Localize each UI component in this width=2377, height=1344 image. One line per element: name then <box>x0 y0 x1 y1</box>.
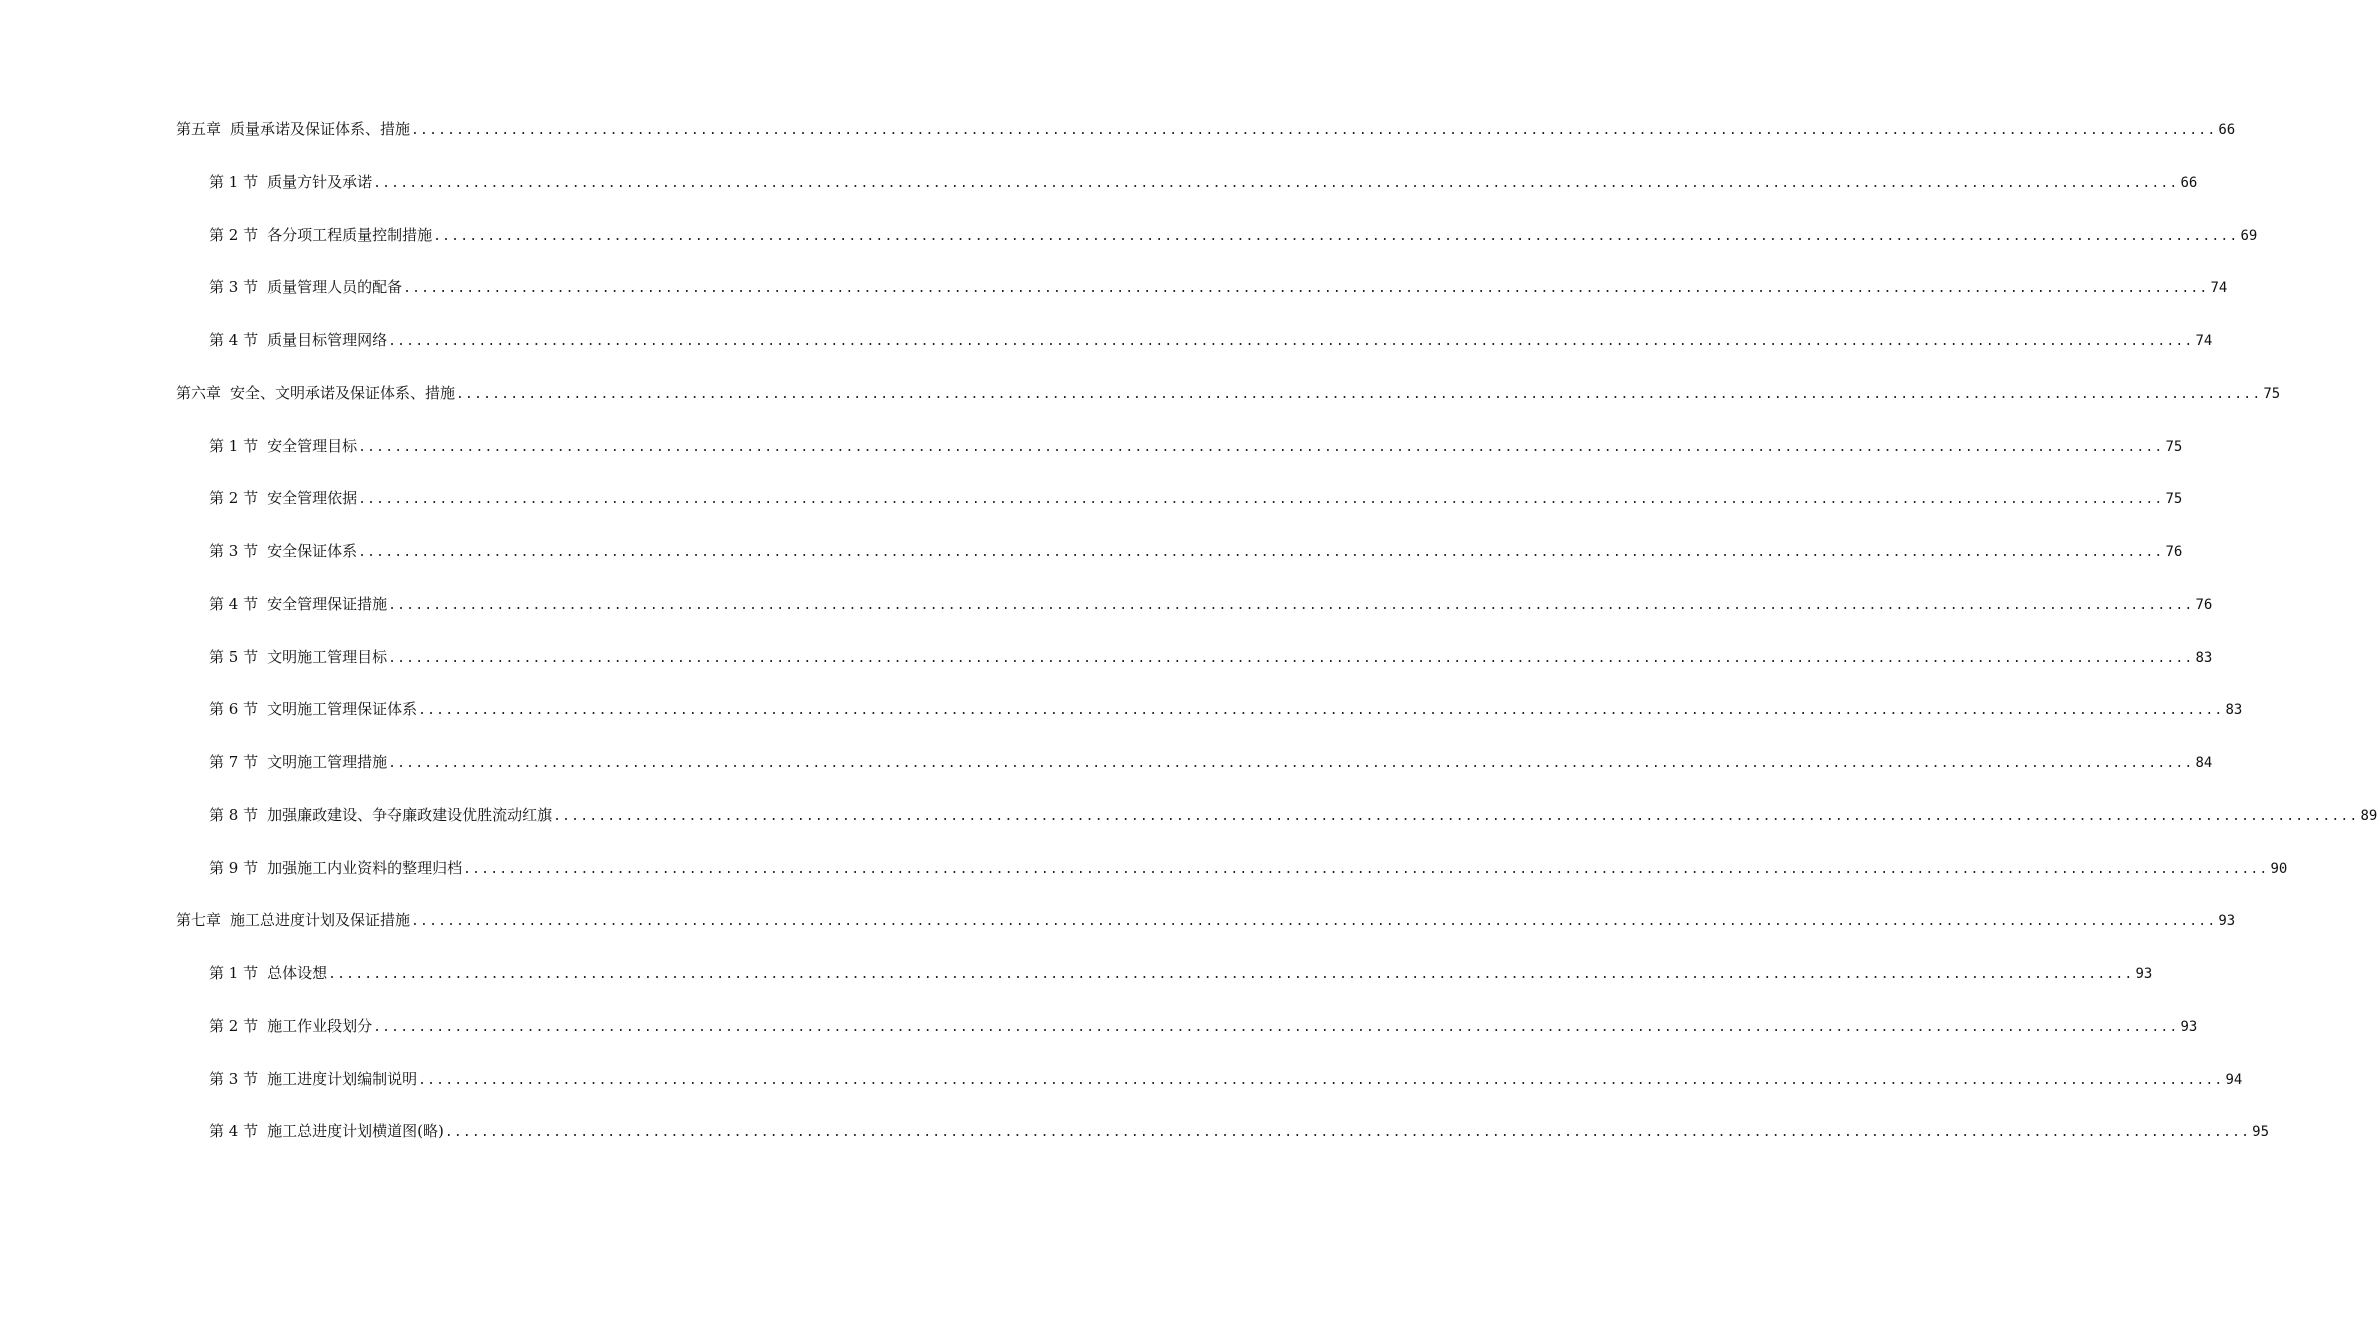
toc-entry-label <box>209 752 387 772</box>
dot-leader: ........................................................................................................................................................................................................ <box>456 386 2262 402</box>
toc-entry-number: 第 9 节 <box>209 858 259 877</box>
toc-entry-title: 质量目标管理网络 <box>267 331 388 349</box>
toc-entry-page: 90 <box>2270 860 2288 877</box>
toc-entry-number: 第 4 节 <box>209 331 259 349</box>
toc-entry-page: 66 <box>2218 122 2236 138</box>
toc-entry[interactable] <box>176 805 2377 858</box>
toc-entry-page: 94 <box>2225 1071 2243 1088</box>
toc-entry-label <box>209 594 387 614</box>
toc-entry-title: 施工总进度计划及保证措施 <box>230 911 411 930</box>
dot-leader: ........................................................................................................................................................................................................ <box>418 1072 2224 1088</box>
toc-entry-title: 质量承诺及保证体系、措施 <box>230 120 411 138</box>
toc-entry-page: 75 <box>2165 438 2183 455</box>
toc-entry-page: 75 <box>2263 385 2281 402</box>
toc-entry-title: 加强廉政建设、争夺廉政建设优胜流动红旗 <box>267 805 553 824</box>
toc-entry-number: 第 5 节 <box>209 647 259 666</box>
toc-entry-number: 第 3 节 <box>209 542 259 560</box>
toc-entry-title: 各分项工程质量控制措施 <box>267 225 433 244</box>
toc-entry-number: 第 7 节 <box>209 753 259 771</box>
toc-entry-title: 施工总进度计划横道图(略) <box>267 1122 444 1141</box>
toc-entry-label <box>209 436 357 456</box>
table-of-contents <box>176 119 2377 1174</box>
toc-entry-label <box>209 277 402 297</box>
toc-entry-title: 文明施工管理目标 <box>267 647 388 666</box>
dot-leader: ........................................................................................................................................................................................................ <box>373 175 2179 191</box>
toc-entry[interactable] <box>176 330 2213 383</box>
toc-entry[interactable] <box>176 119 2236 172</box>
toc-entry-number: 第 1 节 <box>209 964 259 982</box>
toc-entry-number: 第六章 <box>176 383 222 402</box>
toc-entry-label <box>176 910 410 930</box>
toc-entry[interactable] <box>176 436 2183 489</box>
toc-entry-title: 加强施工内业资料的整理归档 <box>267 858 463 877</box>
toc-entry-label <box>209 963 327 983</box>
toc-entry[interactable] <box>176 910 2236 963</box>
dot-leader: ........................................................................................................................................................................................................ <box>411 123 2217 138</box>
toc-entry-page: 76 <box>2165 544 2183 560</box>
toc-entry-label <box>209 225 432 245</box>
toc-entry-label <box>209 1016 372 1036</box>
dot-leader: ........................................................................................................................................................................................................ <box>433 228 2239 244</box>
toc-entry-label <box>209 858 462 878</box>
dot-leader: ........................................................................................................................................................................................................ <box>373 1019 2179 1035</box>
toc-entry-page: 93 <box>2135 966 2153 982</box>
toc-entry-title: 安全管理目标 <box>267 436 358 455</box>
toc-entry[interactable] <box>176 1121 2270 1174</box>
toc-entry[interactable] <box>176 277 2228 330</box>
toc-entry[interactable] <box>176 225 2258 278</box>
toc-entry-page: 83 <box>2195 649 2213 666</box>
dot-leader: ........................................................................................................................................................................................................ <box>418 703 2224 719</box>
toc-entry-page: 76 <box>2195 596 2213 613</box>
toc-entry-number: 第 4 节 <box>209 594 259 613</box>
toc-entry-number: 第 2 节 <box>209 1016 259 1035</box>
dot-leader: ........................................................................................................................................................................................................ <box>358 492 2164 508</box>
dot-leader: ........................................................................................................................................................................................................ <box>553 808 2359 824</box>
toc-entry-number: 第 6 节 <box>209 700 259 719</box>
dot-leader: ........................................................................................................................................................................................................ <box>388 650 2194 666</box>
dot-leader: ........................................................................................................................................................................................................ <box>411 914 2217 930</box>
toc-entry-title: 文明施工管理措施 <box>267 753 388 771</box>
toc-entry[interactable] <box>176 488 2183 541</box>
toc-entry-title: 文明施工管理保证体系 <box>267 700 418 719</box>
toc-entry-label <box>209 172 372 192</box>
toc-entry-label <box>209 488 357 508</box>
toc-entry-label <box>209 805 552 825</box>
toc-entry-title: 施工进度计划编制说明 <box>267 1069 418 1088</box>
toc-entry-title: 质量管理人员的配备 <box>267 278 403 297</box>
toc-entry-label <box>209 541 357 561</box>
toc-entry[interactable] <box>176 699 2243 752</box>
toc-entry-number: 第 1 节 <box>209 172 259 191</box>
toc-entry[interactable] <box>176 752 2213 805</box>
toc-entry-title: 安全保证体系 <box>267 542 358 560</box>
toc-entry-number: 第 2 节 <box>209 225 259 244</box>
dot-leader: ........................................................................................................................................................................................................ <box>328 967 2134 982</box>
toc-entry-label <box>209 1069 417 1089</box>
dot-leader: ........................................................................................................................................................................................................ <box>358 439 2164 455</box>
dot-leader: ........................................................................................................................................................................................................ <box>463 861 2269 877</box>
toc-entry-title: 质量方针及承诺 <box>267 172 373 191</box>
toc-entry[interactable] <box>176 594 2213 647</box>
toc-entry-page: 89 <box>2360 807 2377 824</box>
toc-entry-label <box>209 647 387 667</box>
toc-entry-page: 75 <box>2165 491 2183 508</box>
toc-entry-page: 74 <box>2210 280 2228 297</box>
toc-entry-number: 第七章 <box>176 911 222 930</box>
dot-leader: ........................................................................................................................................................................................................ <box>358 545 2164 560</box>
toc-entry-label <box>209 330 387 350</box>
toc-entry[interactable] <box>176 1016 2198 1069</box>
dot-leader: ........................................................................................................................................................................................................ <box>388 756 2194 771</box>
dot-leader: ........................................................................................................................................................................................................ <box>388 334 2194 349</box>
toc-entry[interactable] <box>176 172 2198 225</box>
toc-entry-number: 第 2 节 <box>209 489 259 508</box>
toc-entry-number: 第五章 <box>176 120 222 138</box>
dot-leader: ........................................................................................................................................................................................................ <box>388 597 2194 613</box>
toc-entry-label <box>176 383 455 403</box>
toc-entry-page: 69 <box>2240 227 2258 244</box>
toc-entry-number: 第 4 节 <box>209 1122 259 1141</box>
toc-entry-number: 第 8 节 <box>209 805 259 824</box>
toc-entry-page: 93 <box>2180 1018 2198 1035</box>
toc-entry-title: 安全管理依据 <box>267 489 358 508</box>
toc-entry-title: 施工作业段划分 <box>267 1016 373 1035</box>
dot-leader: ........................................................................................................................................................................................................ <box>403 281 2209 297</box>
toc-entry-number: 第 1 节 <box>209 436 259 455</box>
toc-entry-title: 安全、文明承诺及保证体系、措施 <box>230 383 456 402</box>
toc-entry-page: 74 <box>2195 333 2213 349</box>
toc-entry[interactable] <box>176 1069 2243 1122</box>
toc-entry-title: 总体设想 <box>267 964 328 982</box>
toc-entry[interactable] <box>176 383 2281 436</box>
toc-entry[interactable] <box>176 647 2213 700</box>
toc-entry[interactable] <box>176 541 2183 594</box>
toc-entry-page: 95 <box>2252 1124 2270 1141</box>
toc-entry[interactable] <box>176 858 2288 911</box>
toc-entry-label <box>209 1121 444 1141</box>
toc-entry-page: 66 <box>2180 174 2198 191</box>
toc-entry[interactable] <box>176 963 2153 1016</box>
toc-entry-number: 第 3 节 <box>209 278 259 297</box>
toc-entry-page: 83 <box>2225 702 2243 719</box>
dot-leader: ........................................................................................................................................................................................................ <box>444 1125 2251 1141</box>
toc-entry-page: 93 <box>2218 913 2236 930</box>
toc-entry-page: 84 <box>2195 755 2213 771</box>
toc-entry-number: 第 3 节 <box>209 1069 259 1088</box>
toc-entry-label <box>176 119 410 139</box>
toc-entry-title: 安全管理保证措施 <box>267 594 388 613</box>
toc-entry-label <box>209 699 417 719</box>
